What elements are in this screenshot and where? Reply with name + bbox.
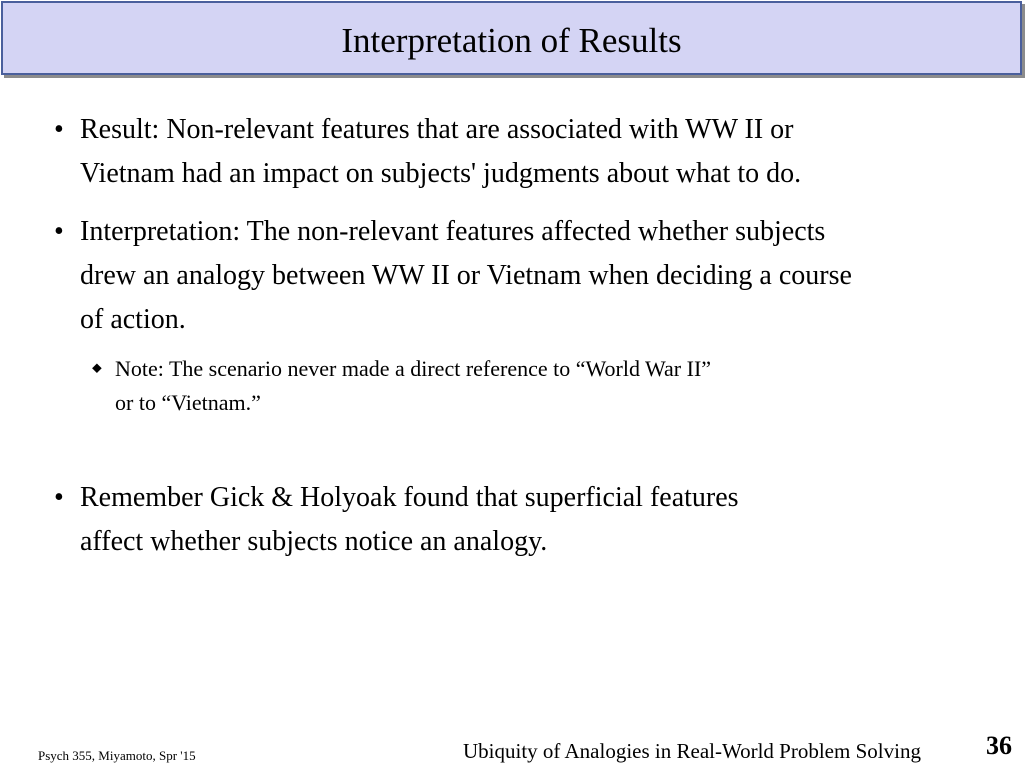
sub-bullet-line: or to “Vietnam.”	[115, 390, 261, 415]
bullet-line: Interpretation: The non-relevant features affected whether subjects	[80, 216, 826, 247]
sub-bullet-line: Note: The scenario never made a direct reference to “World War II”	[115, 356, 712, 381]
bullet-line: drew an analogy between WW II or Vietnam when deciding a course	[80, 260, 852, 291]
bullet-line: Remember Gick & Holyoak found that superficial features	[80, 482, 739, 513]
footer-topic: Ubiquity of Analogies in Real-World Problem Solving	[463, 739, 921, 763]
diamond-bullet-icon: ⬥	[92, 361, 102, 376]
slide-number: 36	[986, 731, 1012, 760]
bullet-line: of action.	[80, 304, 186, 335]
bullet-text	[80, 108, 984, 196]
bullet-line: affect whether subjects notice an analogy.	[80, 526, 548, 557]
title-banner	[1, 1, 1022, 75]
bullet-line: Result: Non-relevant features that are associated with WW II or	[80, 114, 794, 145]
sub-bullet-text	[115, 352, 711, 420]
bullet-marker: •	[54, 114, 64, 145]
bullet-marker: •	[54, 216, 64, 247]
bullet-text	[80, 476, 984, 564]
slide-title: Interpretation of Results	[341, 21, 682, 60]
bullet-line: Vietnam had an impact on subjects' judgments about what to do.	[80, 158, 802, 189]
footer-course: Psych 355, Miyamoto, Spr '15	[38, 748, 196, 763]
bullet-marker: •	[54, 482, 64, 513]
bullet-text	[80, 210, 984, 342]
